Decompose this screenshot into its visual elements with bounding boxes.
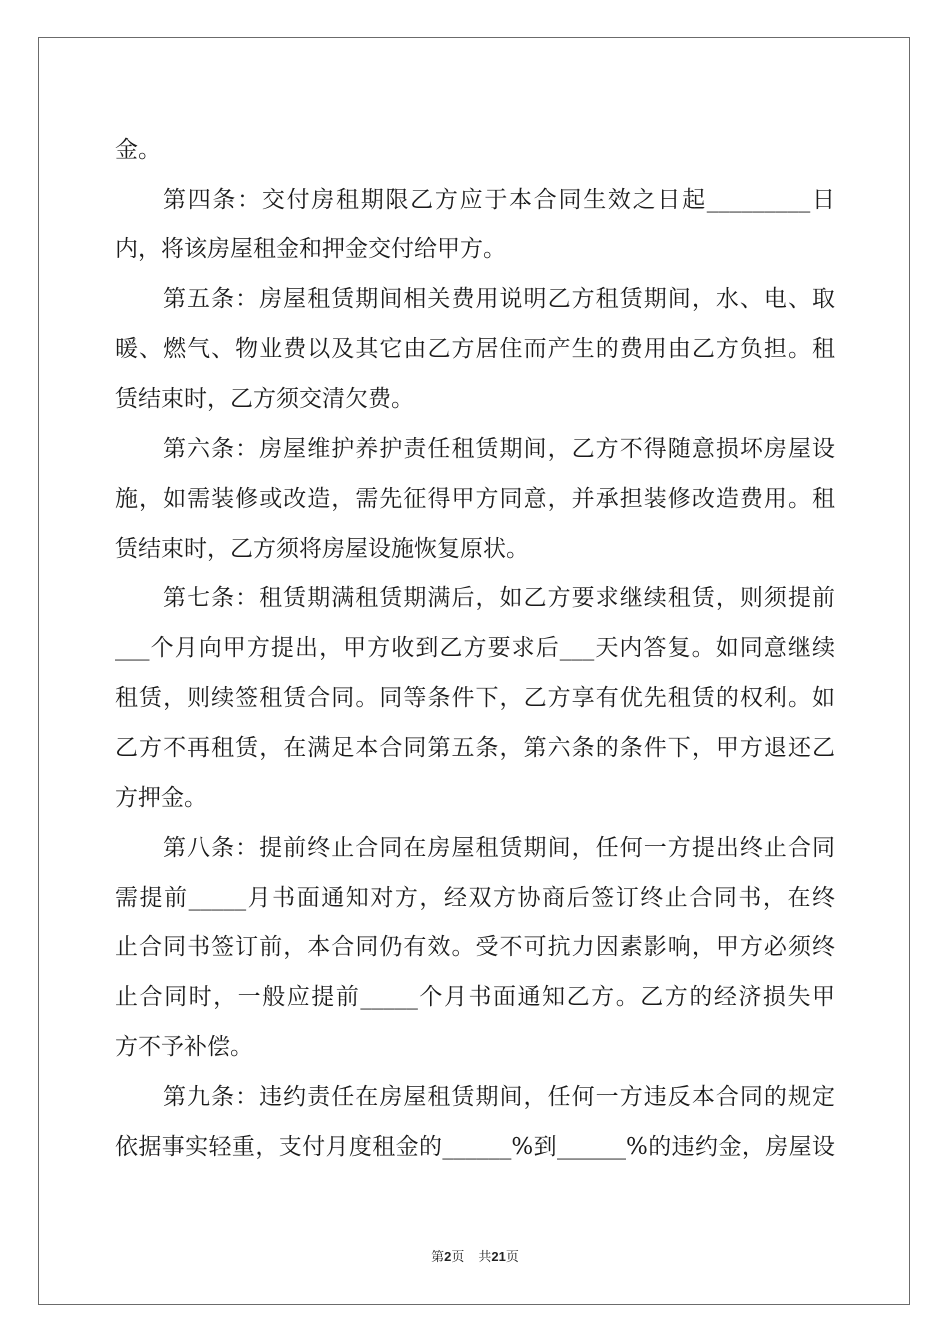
text-line: 租赁，则续签租赁合同。同等条件下，乙方享有优先租赁的权利。如 [115, 685, 835, 711]
page-label-suffix: 页 [451, 1250, 465, 1265]
page-number: 2 [444, 1249, 452, 1264]
text-line: 赁结束时，乙方须交清欠费。 [115, 386, 414, 412]
page-footer [0, 1246, 950, 1268]
text-line: 内，将该房屋租金和押金交付给甲方。 [115, 236, 506, 262]
total-pages: 21 [491, 1249, 506, 1264]
text-line: 依据事实轻重，支付月度租金的______%到______%的违约金，房屋设 [115, 1134, 835, 1160]
text-line: 第四条：交付房租期限乙方应于本合同生效之日起_________日 [163, 187, 835, 213]
text-line: ___个月向甲方提出，甲方收到乙方要求后___天内答复。如同意继续 [115, 635, 835, 661]
text-line: 第九条：违约责任在房屋租赁期间，任何一方违反本合同的规定 [163, 1084, 835, 1110]
text-line: 需提前_____月书面通知对方，经双方协商后签订终止合同书，在终 [115, 885, 835, 911]
text-line: 施，如需装修或改造，需先征得甲方同意，并承担装修改造费用。租 [115, 486, 835, 512]
text-line: 方押金。 [115, 785, 207, 811]
text-line: 金。 [115, 137, 161, 163]
text-line: 第七条：租赁期满租赁期满后，如乙方要求继续租赁，则须提前 [163, 585, 835, 611]
text-line: 止合同时，一般应提前_____个月书面通知乙方。乙方的经济损失甲 [115, 984, 835, 1010]
text-line: 第五条：房屋租赁期间相关费用说明乙方租赁期间，水、电、取 [163, 286, 835, 312]
total-label-suffix: 页 [505, 1250, 519, 1265]
text-line: 赁结束时，乙方须将房屋设施恢复原状。 [115, 536, 529, 562]
text-line: 乙方不再租赁，在满足本合同第五条，第六条的条件下，甲方退还乙 [115, 735, 835, 761]
text-line: 方不予补偿。 [115, 1034, 253, 1060]
text-line: 暖、燃气、物业费以及其它由乙方居住而产生的费用由乙方负担。租 [115, 336, 835, 362]
page-label-prefix: 第 [431, 1250, 445, 1265]
total-label-prefix: 共 [478, 1250, 492, 1265]
text-line: 止合同书签订前，本合同仍有效。受不可抗力因素影响，甲方必须终 [115, 934, 835, 960]
text-line: 第八条：提前终止合同在房屋租赁期间，任何一方提出终止合同 [163, 835, 835, 861]
text-line: 第六条：房屋维护养护责任租赁期间，乙方不得随意损坏房屋设 [163, 436, 835, 462]
